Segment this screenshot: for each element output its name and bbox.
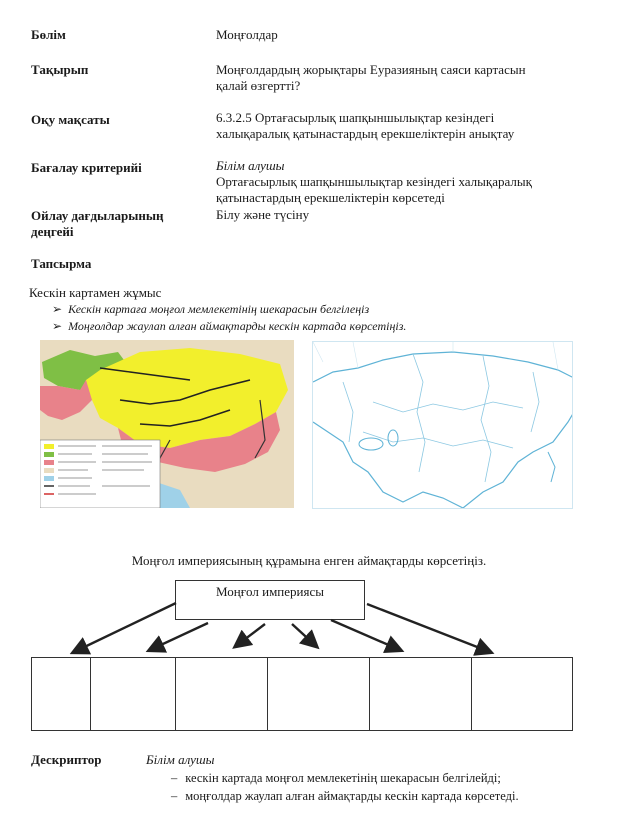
- descriptor-item-1: – кескін картада моңғол мемлекетінің шекарасын белгілейді;: [171, 771, 501, 785]
- region-cell-4[interactable]: [267, 657, 370, 731]
- criteria-value-line1: Ортағасырлық шапқыншылықтар кезіндегі халықаралық: [216, 174, 532, 189]
- topic-value-line1: Моңғолдардың жорықтары Еуразияның саяси картасын: [216, 62, 526, 77]
- descriptor-item-2: – моңғолдар жаулап алған аймақтарды кескін картада көрсетеді.: [171, 789, 519, 803]
- arrow-bullet-icon: ➢: [52, 302, 63, 316]
- region-cell-6[interactable]: [471, 657, 573, 731]
- dash-bullet-icon: –: [171, 771, 178, 785]
- arrow-bullet-icon: ➢: [52, 319, 63, 333]
- thinking-value: Білу және түсіну: [216, 207, 310, 222]
- criteria-value-line2: қатынастардың ерекшеліктерін көрсетеді: [216, 190, 445, 205]
- section-value: Моңғолдар: [216, 27, 278, 42]
- criteria-label: Бағалау критерийі: [31, 160, 142, 175]
- diagram-instruction: Моңғол империясының құрамына енген аймақтарды көрсетіңіз.: [131, 553, 487, 568]
- goal-label: Оқу мақсаты: [31, 112, 110, 127]
- descriptor-actor: Білім алушы: [146, 752, 215, 767]
- task-bullet-1: ➢ Кескін картаға моңғол мемлекетінің шекарасын белгілеңіз: [52, 302, 370, 316]
- task-intro: Кескін картамен жұмыс: [29, 285, 162, 300]
- topic-value-line2: қалай өзгертті?: [216, 78, 301, 93]
- region-cell-1[interactable]: [31, 657, 91, 731]
- diagram-root-box: Моңғол империясы: [175, 580, 365, 620]
- thinking-label-line1: Ойлау дағдыларының: [31, 208, 164, 223]
- region-cell-3[interactable]: [175, 657, 268, 731]
- section-label: Бөлім: [31, 27, 66, 42]
- task-heading: Тапсырма: [31, 256, 92, 271]
- region-cell-5[interactable]: [369, 657, 472, 731]
- goal-value-line1: 6.3.2.5 Ортағасырлық шапқыншылықтар кезіндегі: [216, 110, 495, 125]
- criteria-actor: Білім алушы: [216, 158, 285, 173]
- dash-bullet-icon: –: [171, 789, 178, 803]
- region-cell-2[interactable]: [90, 657, 176, 731]
- topic-label: Тақырып: [31, 62, 89, 77]
- goal-value-line2: халықаралық қатынастардың ерекшеліктерін анықтау: [216, 126, 515, 141]
- descriptor-label: Дескриптор: [31, 752, 102, 767]
- task-bullet-2: ➢ Моңғолдар жаулап алған аймақтарды кескін картада көрсетіңіз.: [52, 319, 407, 333]
- thinking-label-line2: деңгейі: [31, 224, 74, 239]
